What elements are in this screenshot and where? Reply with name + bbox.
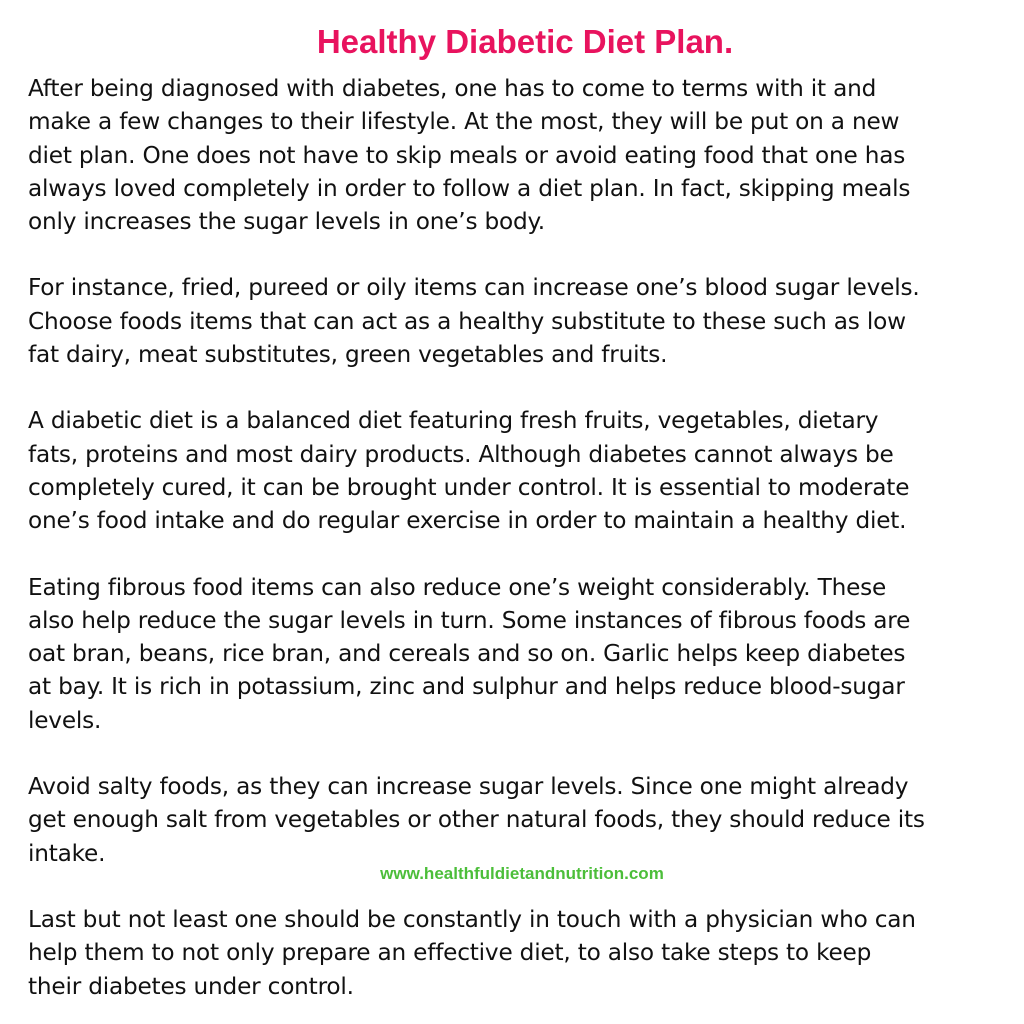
paragraph-spacer bbox=[28, 371, 1004, 404]
text-line: at bay. It is rich in potassium, zinc and sulphur and helps reduce blood-sugar bbox=[28, 673, 905, 701]
text-line: their diabetes under control. bbox=[28, 972, 354, 1000]
text-line: Avoid salty foods, as they can increase sugar levels. Since one might already bbox=[28, 773, 909, 801]
text-line: fat dairy, meat substitutes, green vegetables and fruits. bbox=[28, 341, 668, 369]
text-line: Eating fibrous food items can also reduce one’s weight considerably. These bbox=[28, 573, 887, 601]
text-line: always loved completely in order to follow a diet plan. In fact, skipping meals bbox=[28, 174, 911, 202]
text-line: also help reduce the sugar levels in turn. Some instances of fibrous foods are bbox=[28, 606, 911, 634]
text-line: help them to not only prepare an effective diet, to also take steps to keep bbox=[28, 939, 872, 967]
paragraph-spacer bbox=[28, 538, 1004, 571]
text-line: intake. bbox=[28, 839, 106, 867]
paragraph-fibrous-foods bbox=[28, 571, 1004, 737]
paragraph-spacer bbox=[28, 238, 1004, 271]
text-line: Choose foods items that can act as a healthy substitute to these such as low bbox=[28, 307, 906, 335]
website-watermark: www.healthfuldietandnutrition.com bbox=[380, 863, 664, 883]
text-line: get enough salt from vegetables or other natural foods, they should reduce its bbox=[28, 806, 925, 834]
text-line: one’s food intake and do regular exercise in order to maintain a healthy diet. bbox=[28, 507, 907, 535]
paragraph-fried-foods bbox=[28, 271, 1004, 371]
text-line: make a few changes to their lifestyle. At the most, they will be put on a new bbox=[28, 108, 900, 136]
text-line: only increases the sugar levels in one’s body. bbox=[28, 208, 545, 236]
text-line: A diabetic diet is a balanced diet featuring fresh fruits, vegetables, dietary bbox=[28, 407, 879, 435]
text-line: oat bran, beans, rice bran, and cereals and so on. Garlic helps keep diabetes bbox=[28, 640, 906, 668]
text-line: completely cured, it can be brought under control. It is essential to moderate bbox=[28, 473, 910, 501]
text-line: After being diagnosed with diabetes, one has to come to terms with it and bbox=[28, 75, 877, 102]
paragraph-balanced-diet bbox=[28, 404, 1004, 537]
paragraph-physician bbox=[28, 903, 1004, 1003]
text-line: levels. bbox=[28, 706, 102, 734]
text-line: fats, proteins and most dairy products. Although diabetes cannot always be bbox=[28, 440, 894, 468]
paragraph-salty-foods bbox=[28, 770, 1004, 870]
page-title: Healthy Diabetic Diet Plan. bbox=[316, 23, 734, 60]
paragraph-spacer bbox=[28, 737, 1004, 770]
text-line: diet plan. One does not have to skip meals or avoid eating food that one has bbox=[28, 141, 906, 169]
text-line: Last but not least one should be constantly in touch with a physician who can bbox=[28, 905, 916, 933]
paragraph-intro bbox=[28, 72, 1004, 238]
text-line: For instance, fried, pureed or oily items can increase one’s blood sugar levels. bbox=[28, 274, 920, 302]
